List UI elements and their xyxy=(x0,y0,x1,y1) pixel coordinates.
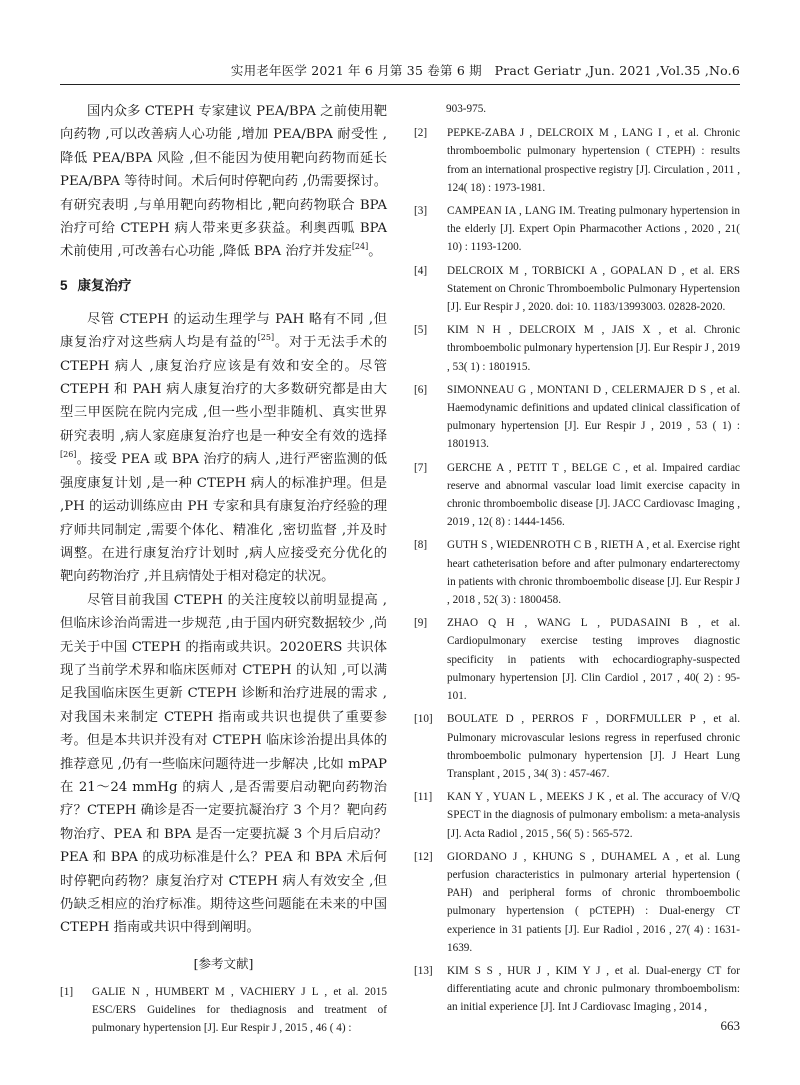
references-heading: [参考文献] xyxy=(193,955,254,971)
conclusion-paragraph: 尽管目前我国 CTEPH 的关注度较以前明显提高 ,但临床诊治尚需进一步规范 ,由于国内研究数据较少 ,尚无关于中国 CTEPH 的指南或共识。2020ERS 共识体现了当前学术界和临床医师对 CTEPH 的认知 ,可以满足我国临床医生更新 CTEPH 诊断和治疗进展的需求 ,对我国未来制定 CTEPH 指南或共识也提供了重要参考。但是本共识并没有对 CTEPH 临床诊治提出具体的推荐意见 ,仍有一些临床问题待进一步解决 ,比如 mPAP 在 21～24 mmHg 的病人 ,是否需要启动靶向药物治疗？CTEPH 确诊是否一定要抗凝治疗 3 个月？靶向药物治疗、PEA 和 BPA 是否一定要抗凝 3 个月后启动？PEA 和 BPA 的成功标准是什么？PEA 和 BPA 术后何时停靶向药物？康复治疗对 CTEPH 病人有效安全 ,但仍缺乏相应的治疗标准。期待这些问题能在未来的中国 CTEPH 指南或共识中得到阐明。 xyxy=(60,592,387,936)
reference-item xyxy=(414,321,740,376)
reference-text: GALIE N , HUMBERT M , VACHIERY J L , et al. 2015 ESC/ERS Guidelines for thediagnosis and treatment of pulmonary hypertension [J]. Eur Respir J , 2015 , 46 ( 4) : xyxy=(92,985,387,1035)
reference-item xyxy=(414,459,740,532)
reference-number: [12] xyxy=(414,850,433,863)
citation[interactable]: [26] xyxy=(60,450,77,460)
reference-item xyxy=(414,536,740,609)
reference-item xyxy=(414,848,740,957)
reference-number: [13] xyxy=(414,964,433,977)
reference-item xyxy=(414,202,740,257)
reference-text: ZHAO Q H , WANG L , PUDASAINI B , et al. Cardiopulmonary exercise testing improves diagnostic specificity in patients with echocardiography-suspected pulmonary hypertension [J]. Clin Cardiol , 2017 , 40( 2) : 95-101. xyxy=(447,617,740,703)
reference-number: [10] xyxy=(414,713,433,726)
reference-item xyxy=(414,962,740,1017)
reference-number: [8] xyxy=(414,539,428,552)
citation[interactable]: [24] xyxy=(351,242,369,252)
page-number: 663 xyxy=(720,1018,740,1033)
section-title: 康复治疗 xyxy=(77,277,132,294)
reference-number: [3] xyxy=(414,205,428,218)
reference-number: [4] xyxy=(414,264,428,277)
right-column xyxy=(414,100,740,1022)
rehab-paragraph: 尽管 CTEPH 的运动生理学与 PAH 略有不同 ,但康复治疗对这些病人均是有益的[25]。对于无法手术的 CTEPH 病人 ,康复治疗应该是有效和安全的。尽管 CTEPH 和 PAH 病人康复治疗的大多数研究都是由大型三甲医院在院内完成 ,但一些小型非随机、真实世界研究表明 ,病人家庭康复治疗也是一种安全有效的选择[26]。接受 PEA 或 BPA 治疗的病人 ,进行严密监测的低强度康复计划 ,是一种 CTEPH 病人的标准护理。但是 ,PH 的运动训练应由 PH 专家和具有康复治疗经验的理疗师共同制定 ,需要个体化、精准化 ,密切监督 ,并及时调整。在进行康复治疗计划时 ,病人应接受充分优化的靶向药物治疗 ,并且病情处于相对稳定的状况。 xyxy=(60,311,387,585)
reference-text: BOULATE D , PERROS F , DORFMULLER P , et al. Pulmonary microvascular lesions regress in reperfused chronic thromboembolic pulmonary hypertension [J]. J Heart Lung Transplant , 2015 , 34( 3) : 457-467. xyxy=(447,713,740,780)
reference-item xyxy=(414,710,740,783)
citation[interactable]: [25] xyxy=(257,333,275,343)
section-number: 5 xyxy=(60,277,68,293)
reference-number: [5] xyxy=(414,324,428,337)
reference-text: DELCROIX M , TORBICKI A , GOPALAN D , et al. ERS Statement on Chronic Thromboembolic Pulmonary Hypertension [J]. Eur Respir J , 2020. doi: 10. 1183/13993003. 02828-2020. xyxy=(447,264,740,314)
reference-list xyxy=(414,124,740,1016)
reference-number: [2] xyxy=(414,127,428,140)
reference-item xyxy=(414,124,740,197)
reference-text: GIORDANO J , KHUNG S , DUHAMEL A , et al. Lung perfusion characteristics in pulmonary arterial hypertension ( PAH) and peripheral forms of chronic thromboembolic pulmonary hypertension ( pCTEPH) : Dual-energy CT experience in 31 patients [J]. Eur Radiol , 2016 , 27( 4) : 1631-1639. xyxy=(447,850,740,954)
reference-text: GUTH S , WIEDENROTH C B , RIETH A , et al. Exercise right heart catheterisation before and after pulmonary endarterectomy in patients with chronic thromboembolic disease [J]. Eur Respir J , 2018 , 52( 3) : 1800458. xyxy=(447,539,740,607)
reference-item xyxy=(414,788,740,843)
reference-continuation: 903-975. xyxy=(446,103,487,115)
reference-number: [6] xyxy=(414,383,428,396)
running-header: 实用老年医学 2021 年 6 月第 35 卷第 6 期 Pract Geriatr ,Jun. 2021 ,Vol.35 ,No.6 xyxy=(230,63,740,78)
left-column xyxy=(60,100,387,1042)
reference-text: CAMPEAN IA , LANG IM. Treating pulmonary hypertension in the elderly [J]. Expert Opin Pharmacother Actions , 2020 , 21( 10) : 1193-1200. xyxy=(447,205,740,254)
reference-number: [7] xyxy=(414,461,428,474)
reference-text: SIMONNEAU G , MONTANI D , CELERMAJER D S , et al. Haemodynamic definitions and updated clinical classification of pulmonary hypertension [J]. Eur Respir J , 2019 , 53 ( 1) : 1801913. xyxy=(447,383,740,451)
reference-item xyxy=(414,381,740,454)
reference-item xyxy=(414,262,740,317)
section-heading xyxy=(60,275,387,297)
reference-number: [1] xyxy=(60,985,74,998)
reference-item xyxy=(60,983,387,1038)
reference-text: PEPKE-ZABA J , DELCROIX M , LANG I , et al. Chronic thromboembolic pulmonary hypertension ( CTEPH) : results from an international prospective registry [J]. Circulation , 2011 , 124( 18) : 1973-1981. xyxy=(447,127,740,194)
intro-paragraph: 国内众多 CTEPH 专家建议 PEA/BPA 之前使用靶向药物 ,可以改善病人心功能 ,增加 PEA/BPA 耐受性 ,降低 PEA/BPA 风险 ,但不能因为使用靶向药物而延长 PEA/BPA 等待时间。术后何时停靶向药 ,仍需要探讨。有研究表明 ,与单用靶向药物相比 ,靶向药物联合 BPA 治疗可给 CTEPH 病人带来更多获益。利奥西呱 BPA 术前使用 ,可改善右心功能 ,降低 BPA 治疗并发症[24]。 xyxy=(60,104,387,260)
reference-number: [9] xyxy=(414,617,428,630)
reference-text: KIM S S , HUR J , KIM Y J , et al. Dual-energy CT for differentiating acute and chronic pulmonary thromboembolism: an initial experience [J]. Int J Cardiovasc Imaging , 2014 , xyxy=(447,964,740,1014)
reference-number: [11] xyxy=(414,791,433,804)
reference-text: GERCHE A , PETIT T , BELGE C , et al. Impaired cardiac reserve and abnormal vascular load limit exercise capacity in chronic thromboembolic disease [J]. JACC Cardiovasc Imaging , 2019 , 12( 8) : 1444-1456. xyxy=(447,461,740,529)
reference-text: KIM N H , DELCROIX M , JAIS X , et al. Chronic thromboembolic pulmonary hypertension [J]. Eur Respir J , 2019 , 53( 1) : 1801915. xyxy=(447,324,740,373)
reference-text: KAN Y , YUAN L , MEEKS J K , et al. The accuracy of V/Q SPECT in the diagnosis of pulmonary embolism: a meta-analysis [J]. Acta Radiol , 2015 , 56( 5) : 565-572. xyxy=(447,791,740,840)
reference-item xyxy=(414,614,740,705)
header-rule xyxy=(60,84,740,85)
